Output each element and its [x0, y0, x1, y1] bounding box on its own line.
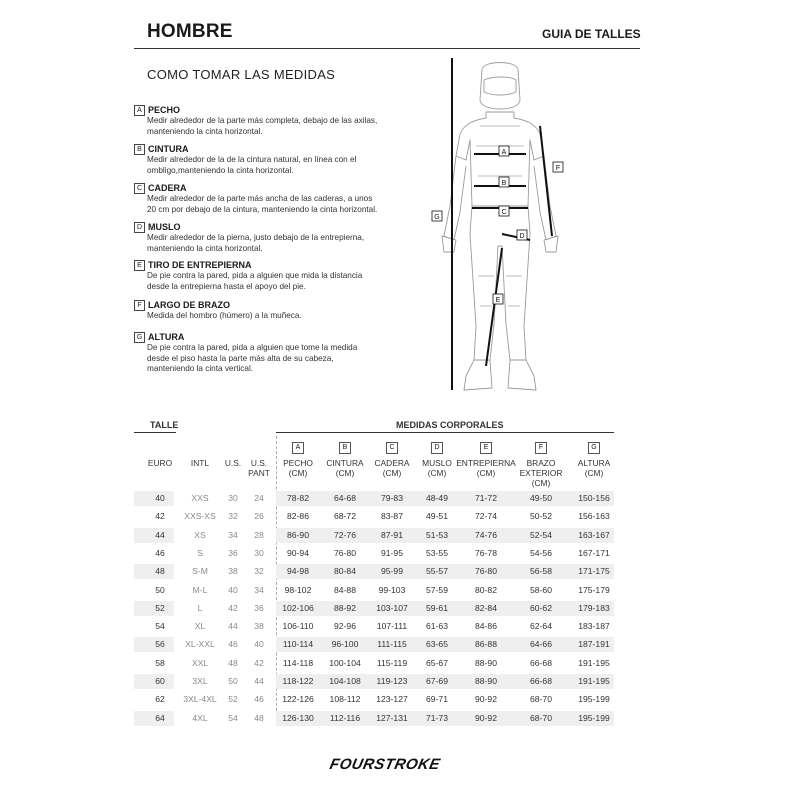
measure-letter-box: B	[134, 144, 145, 155]
marker-a: A	[501, 149, 507, 156]
measure-description: Medir alrededor de la parte más completa, debajo de las axilas, manteniendo la cinta horizontal.	[147, 116, 378, 136]
table-cell: 100-104	[329, 657, 361, 668]
table-cell: 86-90	[287, 529, 309, 540]
table-cell: 114-118	[282, 657, 314, 668]
table-cell: 83-87	[381, 511, 403, 522]
table-cell: 64-66	[530, 639, 552, 650]
table-cell: 32	[254, 566, 264, 577]
table-cell: XXS	[191, 493, 209, 503]
table-cell: 65-67	[426, 657, 448, 668]
measure-name: TIRO DE ENTREPIERNA	[148, 260, 252, 270]
table-cell: 62	[155, 694, 165, 705]
table-cell: 195-199	[578, 694, 610, 705]
table-cell: 183-187	[578, 621, 610, 632]
table-cell: 62-64	[530, 621, 552, 632]
table-cell: 50	[228, 676, 238, 686]
table-cell: 74-76	[475, 529, 497, 540]
table-cell: 30	[254, 547, 264, 558]
talle-rule	[134, 432, 176, 433]
how-to-measure-title: COMO TOMAR LAS MEDIDAS	[147, 67, 336, 82]
table-cell: 71-73	[426, 712, 448, 723]
table-cell: 71-72	[475, 493, 497, 503]
measure-item-head	[134, 104, 434, 116]
table-cell: 82-86	[287, 511, 309, 522]
table-cell: 34	[228, 529, 238, 540]
table-cell: 58	[155, 657, 165, 668]
table-cell: 48	[254, 712, 264, 723]
measure-description: Medir alrededor de la de la cintura natural, en línea con el ombligo,manteniendo la cinta horizontal.	[147, 155, 357, 175]
table-cell: 46	[155, 547, 165, 558]
table-cell: 112-116	[329, 712, 361, 723]
table-cell: 163-167	[578, 529, 610, 540]
table-cell: 96-100	[331, 639, 359, 650]
measure-header-letter: D	[431, 442, 443, 454]
table-cell: 110-114	[282, 639, 314, 650]
table-cell: 38	[228, 566, 238, 577]
measure-header-label: BRAZO EXTERIOR (CM)	[519, 458, 563, 488]
table-cell: 58-60	[530, 584, 552, 595]
table-cell: 88-92	[334, 602, 356, 613]
table-cell: 44	[228, 621, 238, 632]
table-cell: 54	[228, 712, 238, 723]
measure-item-a	[134, 104, 434, 137]
table-cell: 42	[228, 602, 238, 613]
talle-label: TALLE	[150, 420, 179, 430]
table-cell: 80-84	[334, 566, 356, 577]
table-cell: 78-82	[287, 493, 309, 503]
table-cell: M-L	[192, 584, 208, 595]
table-cell: 54	[155, 621, 165, 632]
table-cell: 3XL	[192, 676, 208, 686]
measure-item-c	[134, 182, 434, 215]
measure-item-head	[134, 259, 434, 271]
table-cell: 88-90	[475, 676, 497, 686]
table-cell: XL	[194, 621, 206, 632]
table-cell: 51-53	[426, 529, 448, 540]
table-cell: 44	[254, 676, 264, 686]
table-cell: 108-112	[329, 694, 361, 705]
table-cell: 61-63	[426, 621, 448, 632]
table-cell: 79-83	[381, 493, 403, 503]
measure-name: LARGO DE BRAZO	[148, 300, 230, 310]
table-cell: 24	[254, 493, 264, 503]
table-cell: 48	[155, 566, 165, 577]
measure-name: ALTURA	[148, 332, 185, 342]
measure-letter-box: D	[134, 222, 145, 233]
table-cell: 52	[228, 694, 238, 705]
table-cell: 57-59	[426, 584, 448, 595]
table-cell: 66-68	[530, 676, 552, 686]
measure-item-head	[134, 299, 434, 311]
table-cell: 126-130	[282, 712, 314, 723]
measure-header-label: ALTURA (CM)	[577, 458, 611, 478]
table-cell: 76-78	[475, 547, 497, 558]
table-cell: 42	[155, 511, 165, 522]
table-cell: 187-191	[578, 639, 610, 650]
measure-description: Medida del hombro (húmero) a la muñeca.	[147, 311, 302, 320]
table-cell: 191-195	[578, 676, 610, 686]
marker-e: E	[495, 297, 501, 304]
table-cell: 195-199	[578, 712, 610, 723]
table-cell: 49-51	[426, 511, 448, 522]
table-cell: S-M	[192, 566, 208, 577]
measure-item-f	[134, 299, 434, 322]
measure-name: PECHO	[148, 105, 181, 115]
table-cell: 50-52	[530, 511, 552, 522]
measure-description: De pie contra la pared, pida a alguien que mida la distancia desde la entrepierna hasta el apoyo del pie.	[147, 271, 363, 291]
table-cell: 68-72	[334, 511, 356, 522]
table-cell: 95-99	[381, 566, 403, 577]
measure-name: MUSLO	[148, 222, 181, 232]
brand-logo: FOURSTROKE	[328, 756, 442, 773]
table-cell: 34	[254, 584, 264, 595]
table-cell: 72-76	[334, 529, 356, 540]
measure-name: CADERA	[148, 183, 187, 193]
table-cell: 80-82	[475, 584, 497, 595]
measure-letter-box: C	[134, 183, 145, 194]
table-cell: 56-58	[530, 566, 552, 577]
table-cell: XL-XXL	[185, 639, 215, 650]
table-cell: 42	[254, 657, 264, 668]
measure-header-letter: B	[339, 442, 351, 454]
measure-item-g	[134, 331, 434, 375]
measure-header-label: MUSLO (CM)	[422, 458, 452, 478]
table-cell: 171-175	[578, 566, 610, 577]
table-cell: 28	[254, 529, 264, 540]
table-cell: 82-84	[475, 602, 497, 613]
table-cell: 122-126	[282, 694, 314, 705]
table-cell: 46	[254, 694, 264, 705]
table-cell: 26	[254, 511, 264, 522]
table-cell: 52	[155, 602, 165, 613]
measure-header-label: CADERA (CM)	[374, 458, 410, 478]
medidas-label: MEDIDAS CORPORALES	[396, 420, 504, 430]
measure-header-label: PECHO (CM)	[283, 458, 313, 478]
table-cell: 53-55	[426, 547, 448, 558]
table-cell: 54-56	[530, 547, 552, 558]
measure-item-head	[134, 182, 434, 194]
table-cell: 156-163	[578, 511, 610, 522]
table-cell: 99-103	[378, 584, 406, 595]
measure-item-head	[134, 221, 434, 233]
table-cell: 36	[228, 547, 238, 558]
measure-header-letter: E	[480, 442, 492, 454]
table-cell: 66-68	[530, 657, 552, 668]
table-cell: 107-111	[376, 621, 408, 632]
table-cell: 84-88	[334, 584, 356, 595]
table-cell: 60	[155, 676, 165, 686]
table-cell: L	[197, 602, 203, 613]
table-cell: 87-91	[381, 529, 403, 540]
table-cell: 55-57	[426, 566, 448, 577]
table-cell: 67-69	[426, 676, 448, 686]
table-cell: 90-94	[287, 547, 309, 558]
page-title: HOMBRE	[147, 21, 233, 42]
measure-header-label: ENTREPIERNA (CM)	[456, 458, 516, 478]
table-cell: 191-195	[578, 657, 610, 668]
table-cell: 40	[155, 493, 165, 503]
table-cell: 49-50	[530, 493, 552, 503]
table-cell: 48-49	[426, 493, 448, 503]
measure-item-head	[134, 331, 434, 343]
table-cell: 40	[228, 584, 238, 595]
table-cell: 92-96	[334, 621, 356, 632]
measure-description: Medir alrededor de la parte más ancha de las caderas, a unos 20 cm por debajo de la cintura, manteniendo la cinta horizontal.	[147, 194, 378, 214]
table-cell: XXL	[191, 657, 209, 668]
measure-letter-box: A	[134, 105, 145, 116]
table-cell: 38	[254, 621, 264, 632]
table-cell: 60-62	[530, 602, 552, 613]
measure-header-letter: C	[386, 442, 398, 454]
table-cell: 76-80	[475, 566, 497, 577]
table-cell: 68-70	[530, 694, 552, 705]
table-cell: 63-65	[426, 639, 448, 650]
table-cell: 32	[228, 511, 238, 522]
marker-d: D	[519, 233, 525, 240]
table-cell: 98-102	[284, 584, 312, 595]
marker-g: G	[434, 214, 440, 221]
size-header: U.S.	[224, 458, 242, 468]
table-cell: 175-179	[578, 584, 610, 595]
table-cell: 3XL-4XL	[183, 694, 217, 705]
table-cell: 123-127	[376, 694, 408, 705]
table-cell: 91-95	[381, 547, 403, 558]
table-cell: 40	[254, 639, 264, 650]
measure-description: De pie contra la pared, pida a alguien que tome la medida desde el piso hasta la parte más alta de su cabeza, manteniendo la cinta vertical.	[147, 343, 358, 373]
table-cell: 179-183	[578, 602, 610, 613]
measure-item-e	[134, 259, 434, 292]
table-cell: 56	[155, 639, 165, 650]
measure-letter-box: G	[134, 332, 145, 343]
medidas-rule	[276, 432, 614, 433]
table-cell: 50	[155, 584, 165, 595]
measure-header-letter: F	[535, 442, 547, 454]
table-cell: 36	[254, 602, 264, 613]
table-cell: 76-80	[334, 547, 356, 558]
table-cell: 94-98	[287, 566, 309, 577]
marker-f: F	[555, 165, 561, 172]
measure-item-d	[134, 221, 434, 254]
figure-outline	[442, 63, 561, 391]
measure-lines	[452, 58, 552, 390]
table-cell: 106-110	[282, 621, 314, 632]
table-cell: S	[197, 547, 203, 558]
table-cell: 111-115	[377, 639, 407, 650]
table-cell: 48	[228, 657, 238, 668]
measure-header-letter: A	[292, 442, 304, 454]
table-cell: XXS-XS	[184, 511, 216, 522]
measure-header-label: CINTURA (CM)	[326, 458, 364, 478]
table-cell: 90-92	[475, 694, 497, 705]
measure-letter-box: E	[134, 260, 145, 271]
table-cell: 52-54	[530, 529, 552, 540]
measure-item-head	[134, 143, 434, 155]
body-figure	[430, 56, 590, 401]
size-header: INTL	[190, 458, 210, 468]
table-cell: 127-131	[376, 712, 408, 723]
header-divider	[134, 48, 640, 49]
table-cell: 86-88	[475, 639, 497, 650]
table-cell: 46	[228, 639, 238, 650]
table-cell: 68-70	[530, 712, 552, 723]
table-cell: XS	[194, 529, 206, 540]
size-header: U.S. PANT	[248, 458, 270, 478]
table-cell: 90-92	[475, 712, 497, 723]
table-cell: 84-86	[475, 621, 497, 632]
table-cell: 150-156	[578, 493, 610, 503]
measure-description: Medir alrededor de la pierna, justo debajo de la entrepierna, manteniendo la cinta horizontal.	[147, 233, 365, 253]
measure-name: CINTURA	[148, 144, 189, 154]
size-guide-label: GUIA DE TALLES	[542, 27, 641, 41]
table-cell: 72-74	[475, 511, 497, 522]
table-cell: 64	[155, 712, 165, 723]
table-cell: 167-171	[578, 547, 610, 558]
table-cell: 64-68	[334, 493, 356, 503]
table-cell: 119-123	[376, 676, 408, 686]
table-cell: 88-90	[475, 657, 497, 668]
table-cell: 104-108	[329, 676, 361, 686]
measure-letter-box: F	[134, 300, 145, 311]
table-cell: 59-61	[426, 602, 448, 613]
table-cell: 30	[228, 493, 238, 503]
marker-b: B	[501, 180, 507, 187]
table-cell: 69-71	[426, 694, 448, 705]
measure-header-letter: G	[588, 442, 600, 454]
table-cell: 115-119	[376, 657, 408, 668]
size-header: EURO	[147, 458, 173, 468]
marker-c: C	[501, 209, 507, 216]
table-cell: 102-106	[282, 602, 314, 613]
table-cell: 103-107	[376, 602, 408, 613]
table-cell: 4XL	[192, 712, 208, 723]
measure-item-b	[134, 143, 434, 176]
table-cell: 118-122	[282, 676, 314, 686]
table-cell: 44	[155, 529, 165, 540]
